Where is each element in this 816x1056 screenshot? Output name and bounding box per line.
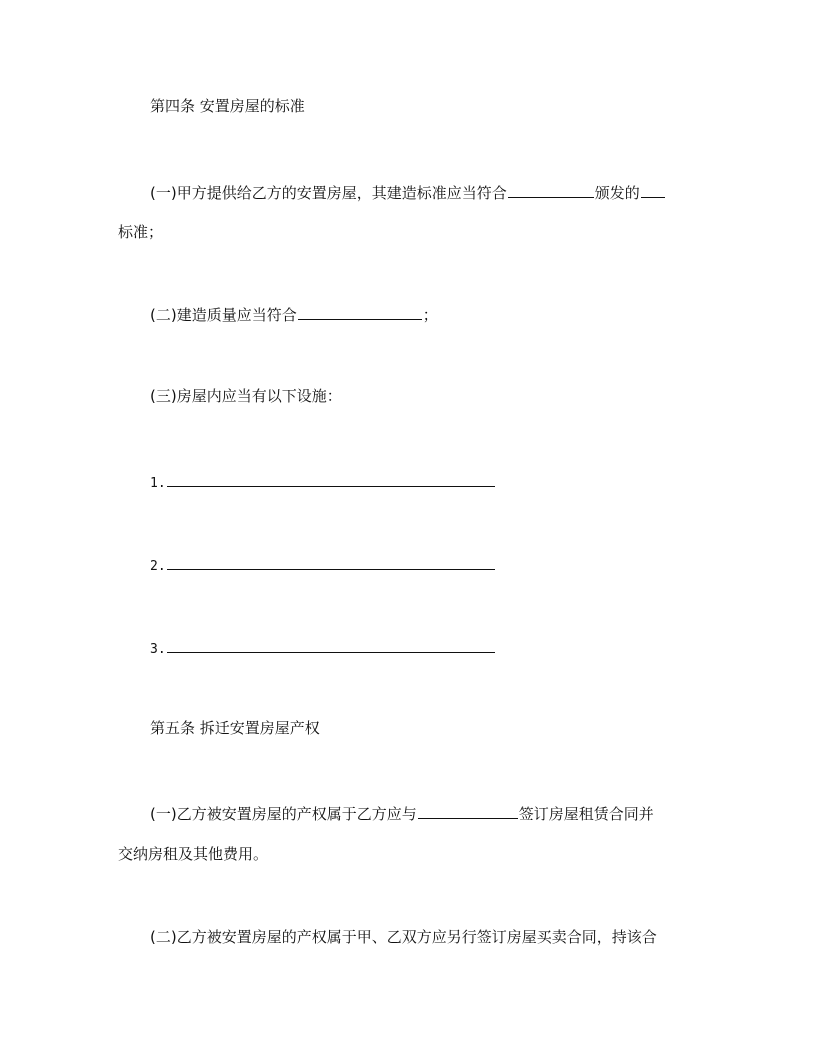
clause-text: 签订房屋租赁合同并	[518, 805, 654, 823]
article-5-heading-text: 第五条 拆迁安置房屋产权	[150, 719, 320, 737]
article-5-heading	[150, 718, 320, 738]
fill-blank[interactable]	[167, 470, 495, 487]
fill-blank[interactable]	[641, 181, 665, 198]
fill-blank[interactable]	[298, 303, 422, 320]
article-4-heading-text: 第四条 安置房屋的标准	[150, 97, 305, 115]
fill-blank[interactable]	[508, 181, 594, 198]
fill-blank[interactable]	[167, 636, 495, 653]
facility-item	[150, 470, 496, 494]
fill-blank[interactable]	[167, 553, 495, 570]
article-4-heading	[150, 96, 305, 116]
clause-text: (一)乙方被安置房屋的产权属于乙方应与	[150, 805, 417, 823]
article-5-clause-1-continued	[118, 844, 268, 864]
article-5-clause-1	[150, 802, 654, 824]
clause-text: (二)乙方被安置房屋的产权属于甲、乙双方应另行签订房屋买卖合同，持该合	[150, 928, 657, 946]
item-number: 3.	[150, 642, 166, 657]
clause-text: 颁发的	[594, 184, 640, 202]
clause-text: 交纳房租及其他费用。	[118, 845, 269, 863]
clause-text: (三)房屋内应当有以下设施：	[150, 387, 342, 405]
fill-blank[interactable]	[418, 802, 518, 819]
article-5-clause-2	[150, 927, 657, 947]
item-number: 2.	[150, 559, 166, 574]
article-4-clause-1-continued	[118, 222, 163, 242]
article-4-clause-3	[150, 386, 342, 406]
clause-text: ；	[422, 306, 438, 324]
clause-text: 标准；	[118, 223, 164, 241]
article-4-clause-2	[150, 303, 438, 325]
article-4-clause-1	[150, 181, 666, 203]
facility-item	[150, 636, 496, 660]
facility-item	[150, 553, 496, 577]
clause-text: (二)建造质量应当符合	[150, 306, 297, 324]
item-number: 1.	[150, 476, 166, 491]
clause-text: (一)甲方提供给乙方的安置房屋，其建造标准应当符合	[150, 184, 507, 202]
